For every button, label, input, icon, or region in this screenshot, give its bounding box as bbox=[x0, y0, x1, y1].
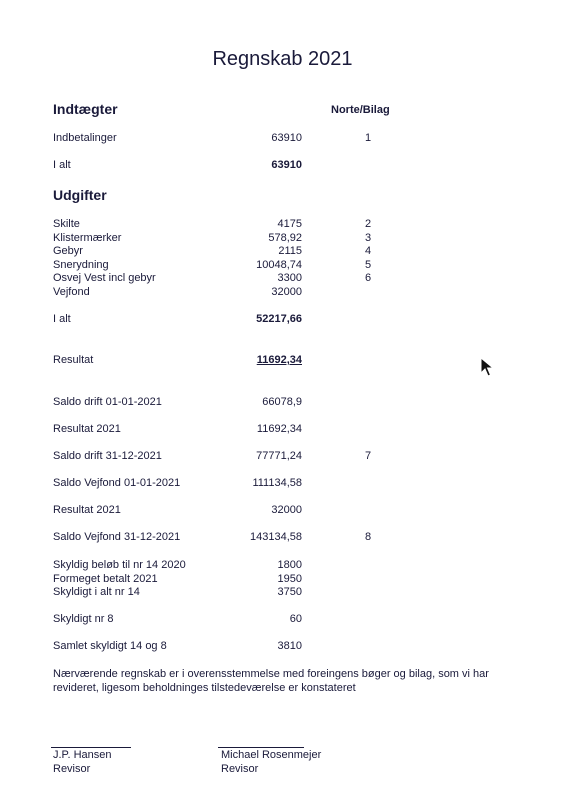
expense-row-amount: 10048,74 bbox=[256, 258, 302, 271]
expense-row-label: Snerydning bbox=[53, 258, 109, 271]
mouse-pointer-icon bbox=[480, 357, 494, 377]
balance-amount: 111134,58 bbox=[252, 477, 302, 489]
signature-name: Michael Rosenmejer bbox=[221, 749, 322, 761]
expense-row-amount: 3300 bbox=[277, 272, 302, 284]
result-label: Resultat bbox=[53, 354, 94, 366]
balance-amount: 32000 bbox=[271, 504, 302, 516]
debt-label: Formeget betalt 2021 bbox=[53, 572, 158, 585]
income-total-label: I alt bbox=[53, 159, 71, 171]
debt-label: Skyldig beløb til nr 14 2020 bbox=[53, 559, 186, 571]
signature-line bbox=[51, 747, 131, 748]
income-total-amount: 63910 bbox=[271, 159, 302, 171]
expense-row-note: 2 bbox=[365, 218, 372, 230]
debt-amount: 1950 bbox=[277, 572, 302, 585]
expense-row-label: Klistermærker bbox=[53, 231, 122, 244]
income-row-amount: 63910 bbox=[271, 132, 302, 144]
balance-label: Resultat 2021 bbox=[53, 423, 121, 435]
signature-role: Revisor bbox=[221, 763, 259, 775]
expense-row-note: 4 bbox=[365, 245, 372, 257]
expense-row-note: 6 bbox=[365, 272, 372, 284]
debt-nr8-amount: 60 bbox=[289, 613, 302, 625]
expense-row-label: Skilte bbox=[53, 218, 80, 230]
expenses-total-amount: 52217,66 bbox=[256, 313, 302, 325]
expense-row-amount: 4175 bbox=[277, 218, 302, 230]
balance-note: 7 bbox=[365, 450, 372, 462]
balance-amount: 11692,34 bbox=[256, 423, 302, 435]
balance-amount: 66078,9 bbox=[262, 396, 302, 408]
balance-label: Saldo Vejfond 01-01-2021 bbox=[53, 477, 181, 489]
balance-amount: 77771,24 bbox=[256, 450, 302, 462]
expense-row-note: 5 bbox=[365, 258, 372, 271]
page-title: Regnskab 2021 bbox=[212, 48, 353, 70]
debt-amount: 3750 bbox=[277, 586, 302, 598]
debt-nr8-label: Skyldigt nr 8 bbox=[53, 613, 114, 625]
debt-amount: 1800 bbox=[277, 559, 302, 571]
expense-row-amount: 2115 bbox=[278, 245, 302, 257]
expense-row-amount: 578,92 bbox=[268, 231, 302, 244]
expense-row-label: Gebyr bbox=[53, 245, 83, 257]
balance-note: 8 bbox=[365, 531, 372, 543]
debt-label: Skyldigt i alt nr 14 bbox=[53, 586, 140, 598]
balance-label: Resultat 2021 bbox=[53, 504, 121, 516]
balance-amount: 143134,58 bbox=[250, 531, 302, 543]
expenses-heading: Udgifter bbox=[53, 187, 107, 203]
expense-row-label: Osvej Vest incl gebyr bbox=[53, 272, 156, 284]
income-row-label: Indbetalinger bbox=[53, 132, 117, 144]
notes-column-heading: Norte/Bilag bbox=[331, 104, 390, 116]
balance-label: Saldo Vejfond 31-12-2021 bbox=[53, 531, 181, 543]
expense-row-label: Vejfond bbox=[53, 286, 90, 298]
income-row-note: 1 bbox=[365, 132, 372, 144]
balance-label: Saldo drift 01-01-2021 bbox=[53, 396, 162, 408]
debt-total-amount: 3810 bbox=[277, 640, 302, 652]
expense-row-amount: 32000 bbox=[271, 286, 302, 298]
debt-total-label: Samlet skyldigt 14 og 8 bbox=[53, 640, 167, 652]
signature-role: Revisor bbox=[53, 763, 91, 775]
balance-label: Saldo drift 31-12-2021 bbox=[53, 450, 162, 462]
expense-row-note: 3 bbox=[365, 231, 372, 244]
result-amount: 11692,34 bbox=[256, 354, 302, 366]
expenses-total-label: I alt bbox=[53, 313, 71, 325]
signature-line bbox=[218, 747, 304, 748]
signature-name: J.P. Hansen bbox=[53, 749, 112, 761]
income-heading: Indtægter bbox=[53, 101, 118, 117]
audit-statement: Nærværende regnskab er i overensstemmelse med foreingens bøger og bilag, som vi har revideret, ligesom beholdninges tilstedeværelse er konstateret bbox=[53, 668, 489, 694]
